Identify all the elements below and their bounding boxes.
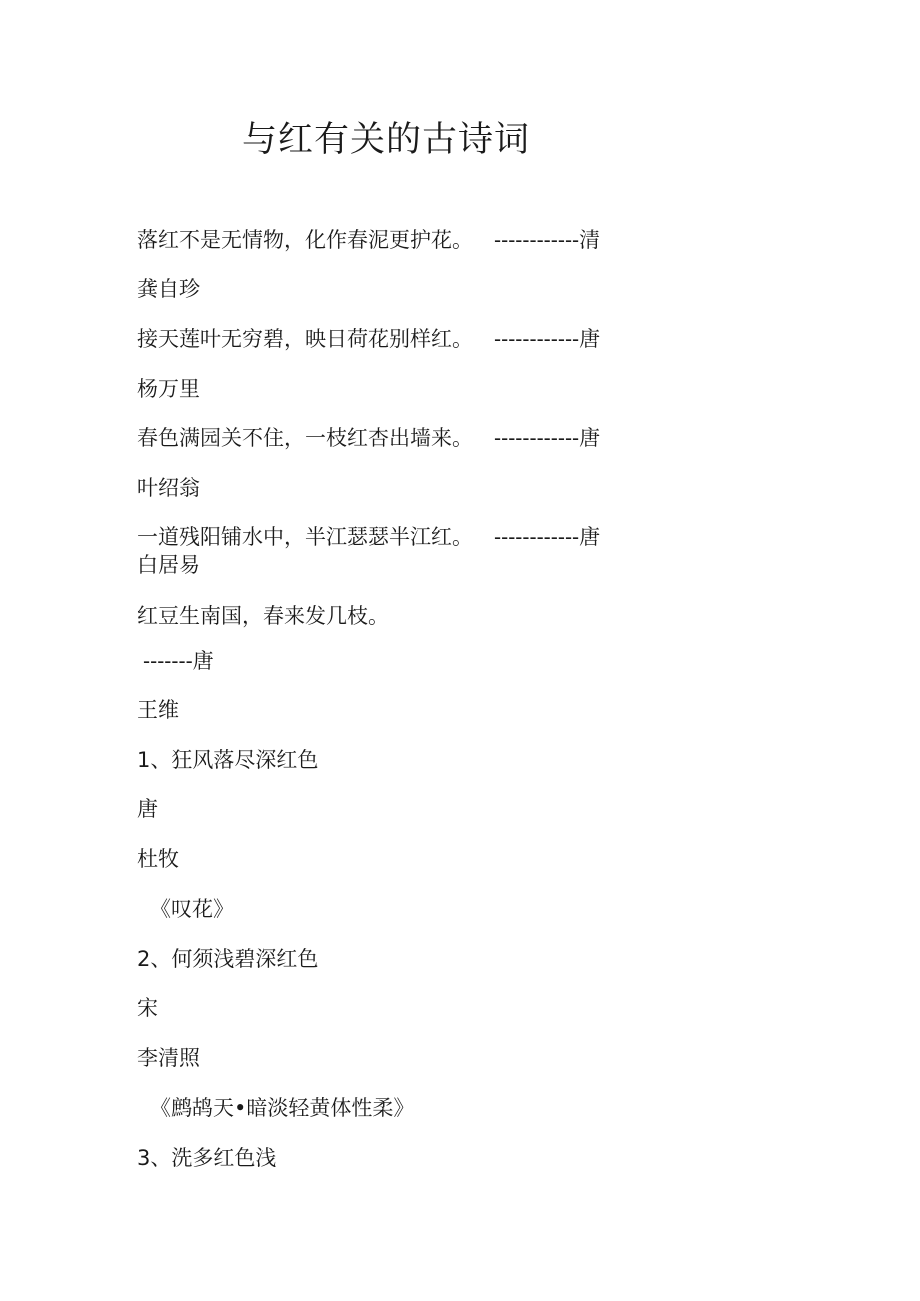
verse-author: 杨万里 bbox=[137, 377, 200, 401]
item-separator: 、 bbox=[150, 1146, 172, 1170]
item-number: 2 bbox=[137, 947, 151, 971]
verse-author: 叶绍翁 bbox=[137, 476, 200, 500]
verse-author: 龚自珍 bbox=[137, 277, 200, 301]
verse-author: 王维 bbox=[137, 698, 179, 722]
verse-dynasty-dash: ------------唐 bbox=[494, 525, 601, 549]
verse-dynasty-dash: ------------唐 bbox=[494, 327, 601, 351]
item-author: 李清照 bbox=[137, 1046, 200, 1070]
item-dynasty: 宋 bbox=[137, 996, 158, 1020]
item-line: 狂风落尽深红色 bbox=[171, 748, 319, 772]
verse-text: 一道残阳铺水中，半江瑟瑟半江红。 bbox=[137, 525, 473, 549]
numbered-line bbox=[137, 947, 318, 971]
item-number: 1 bbox=[137, 748, 151, 772]
verse-author: 白居易 bbox=[137, 553, 200, 577]
verse-line bbox=[137, 426, 637, 450]
verse-text: 落红不是无情物，化作春泥更护花。 bbox=[137, 228, 473, 252]
item-work: 《鹧鸪天•暗淡轻黄体性柔》 bbox=[150, 1096, 415, 1120]
verse-text: 接天莲叶无穷碧，映日荷花别样红。 bbox=[137, 327, 473, 351]
verse-dynasty-dash: ------------唐 bbox=[494, 426, 601, 450]
item-line: 洗多红色浅 bbox=[171, 1146, 277, 1170]
item-dynasty: 唐 bbox=[137, 797, 158, 821]
numbered-line bbox=[137, 748, 318, 772]
item-number: 3 bbox=[137, 1146, 151, 1170]
verse-line bbox=[137, 327, 637, 351]
verse-text: 红豆生南国，春来发几枝。 bbox=[137, 604, 389, 628]
verse-dynasty-dash: ------------清 bbox=[494, 228, 601, 252]
document-title: 与红有关的古诗词 bbox=[242, 120, 531, 160]
item-author: 杜牧 bbox=[137, 847, 179, 871]
verse-line bbox=[137, 228, 637, 252]
verse-dynasty-dash: -------唐 bbox=[143, 649, 214, 673]
item-separator: 、 bbox=[150, 947, 172, 971]
item-work: 《叹花》 bbox=[150, 897, 234, 921]
verse-line bbox=[137, 525, 637, 549]
verse-text: 春色满园关不住，一枝红杏出墙来。 bbox=[137, 426, 473, 450]
item-separator: 、 bbox=[150, 748, 172, 772]
numbered-line bbox=[137, 1146, 276, 1170]
item-line: 何须浅碧深红色 bbox=[171, 947, 319, 971]
